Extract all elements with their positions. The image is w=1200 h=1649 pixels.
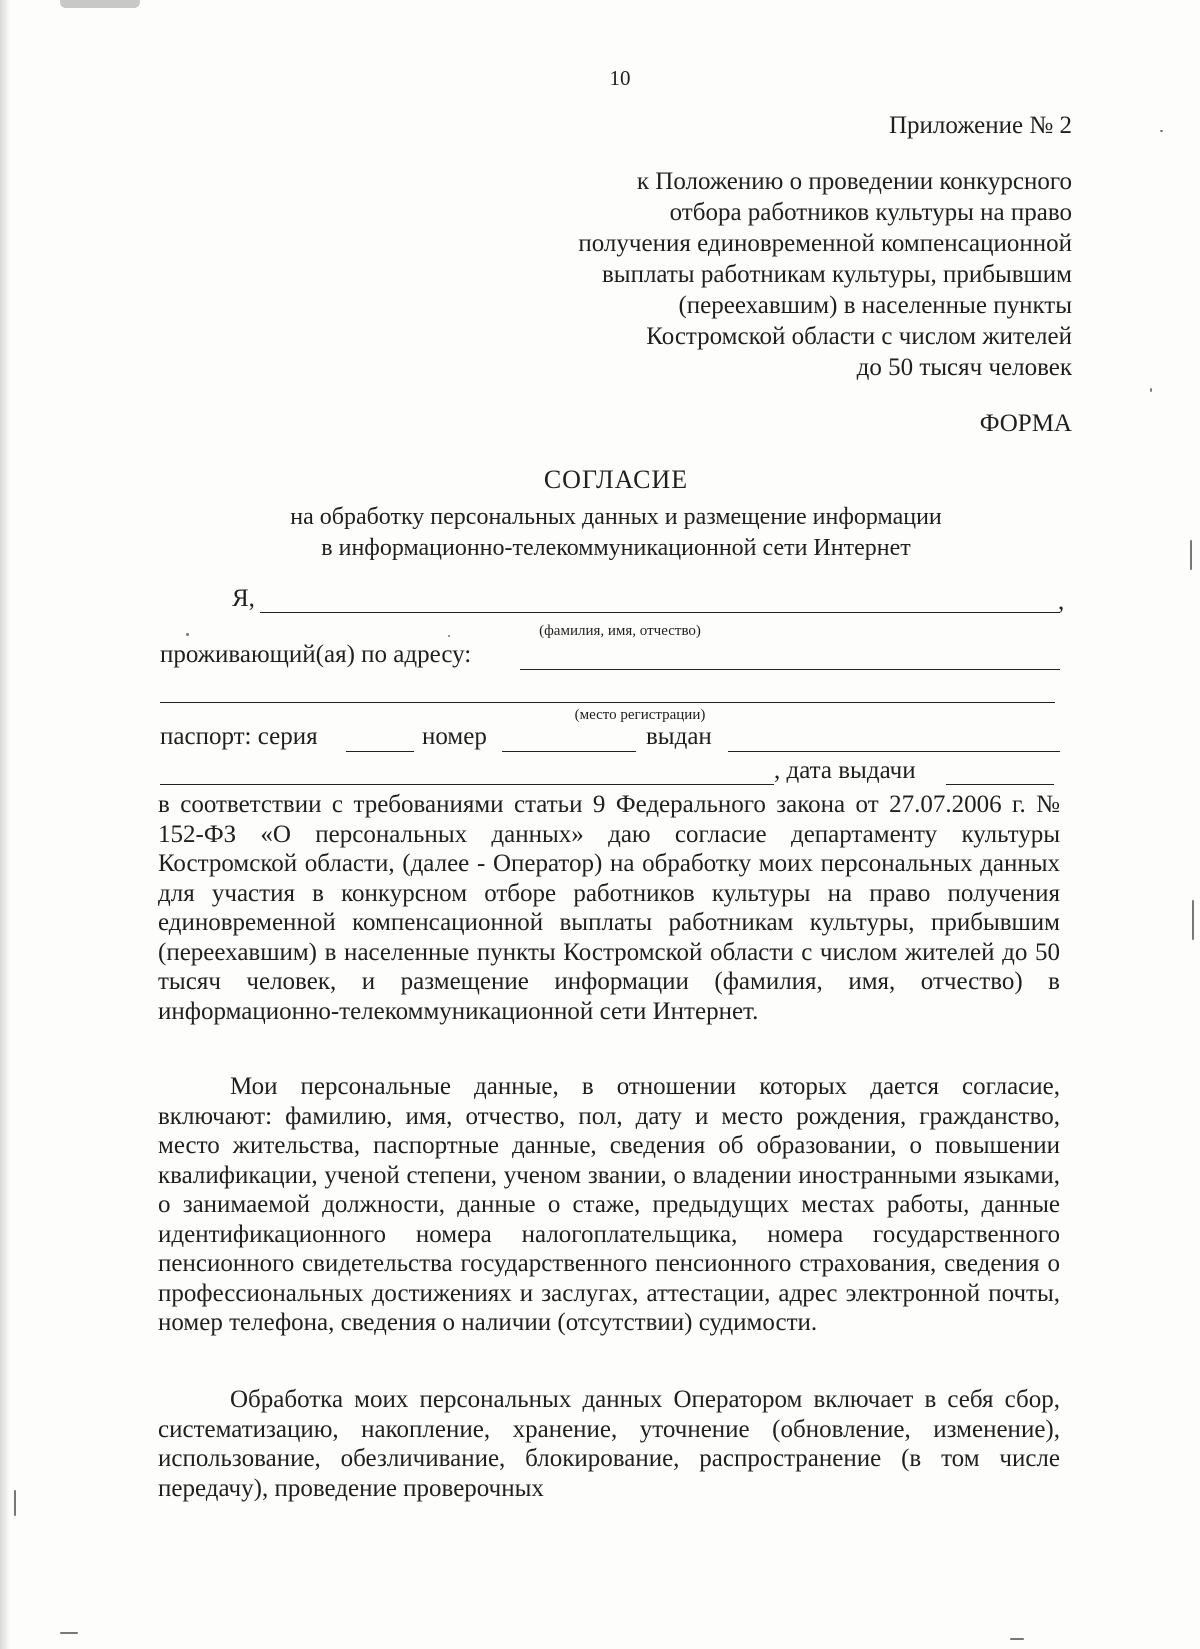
scan-speck xyxy=(1190,540,1192,570)
passport-issued-blank-2[interactable] xyxy=(160,784,774,785)
issue-date-blank[interactable] xyxy=(946,784,1054,785)
subtitle-line: в информационно-телекоммуникационной сети Интернет xyxy=(321,535,911,561)
scan-speck xyxy=(1150,388,1152,392)
registration-hint: (место регистрации) xyxy=(574,707,706,723)
scan-speck xyxy=(14,1490,16,1516)
document-subtitle xyxy=(0,502,1200,564)
passport-number-label: номер xyxy=(422,723,487,750)
appendix-label: Приложение № 2 xyxy=(888,112,1072,139)
regulation-line: (переехавшим) в населенные пункты xyxy=(678,292,1072,319)
fio-hint: (фамилия, имя, отчество) xyxy=(539,623,701,639)
issue-date-label: , дата выдачи xyxy=(774,757,916,784)
regulation-line: выплаты работникам культуры, прибывшим xyxy=(601,261,1072,288)
consent-paragraph xyxy=(158,790,1060,1026)
scan-speck xyxy=(186,633,189,636)
scan-speck xyxy=(1010,1638,1024,1640)
document-title: СОГЛАСИЕ xyxy=(543,465,689,494)
form-label: ФОРМА xyxy=(979,410,1072,437)
regulation-line: до 50 тысяч человек xyxy=(856,354,1072,381)
regulation-line: получения единовременной компенсационной xyxy=(578,230,1072,257)
scan-speck xyxy=(448,635,450,637)
consent-text: в соответствии с требованиями статьи 9 Федерального закона от 27.07.2006 г. № 152-ФЗ «О персональных данных» даю согласие департаменту культуры Костромской области, (далее - Оператор) на обработку моих персональных данных для участия в конкурсном отборе работников культуры на право получения единовременной компенсационной выплаты работникам культуры, прибывшим (переехавшим) в населенные пункты Костромской области с числом жителей до 50 тысяч человек, и размещение информации (фамилия, имя, отчество) в информационно-телекоммуникационной сети Интернет. xyxy=(158,791,1060,1025)
scan-speck xyxy=(1160,130,1163,132)
passport-number-blank[interactable] xyxy=(502,751,636,752)
address-field-label: проживающий(ая) по адресу: xyxy=(160,641,472,668)
passport-series-blank[interactable] xyxy=(346,751,414,752)
processing-text: Обработка моих персональных данных Оператором включает в себя сбор, систематизацию, накопление, хранение, уточнение (обновление, изменение), использование, обезличивание, блокирование, распространение (в том числе передачу), проведение проверочных xyxy=(158,1386,1060,1502)
subtitle-line: на обработку персональных данных и размещение информации xyxy=(290,504,942,530)
name-field-blank[interactable] xyxy=(260,612,1060,613)
page-number: 10 xyxy=(609,66,631,90)
passport-series-label: паспорт: серия xyxy=(160,723,318,750)
name-field-comma: , xyxy=(1058,588,1065,615)
regulation-reference xyxy=(552,166,1072,383)
name-field-label: Я, xyxy=(232,585,255,612)
scan-speck xyxy=(1192,900,1194,940)
regulation-line: Костромской области с числом жителей xyxy=(646,323,1072,350)
regulation-line: к Положению о проведении конкурсного xyxy=(636,168,1072,195)
regulation-line: отбора работников культуры на право xyxy=(669,199,1072,226)
personal-data-paragraph xyxy=(158,1072,1060,1338)
passport-issued-label: выдан xyxy=(646,723,712,750)
address-field-blank-2[interactable] xyxy=(160,702,1055,703)
personal-data-text: Мои персональные данные, в отношении которых дается согласие, включают: фамилию, имя, отчество, пол, дату и место рождения, гражданство, место жительства, паспортные данные, сведения об образовании, о повышении квалификации, ученой степени, ученом звании, о владении иностранными языками, о занимаемой должности, данные о стаже, предыдущих местах работы, данные идентификационного номера налогоплательщика, номера государственного пенсионного свидетельства государственного пенсионного страхования, сведения о профессиональных достижениях и заслугах, аттестации, адрес электронной почты, номер телефона, сведения о наличии (отсутствии) судимости. xyxy=(158,1073,1060,1336)
address-field-blank[interactable] xyxy=(520,669,1060,670)
scan-speck xyxy=(60,1632,78,1634)
scan-edge-shadow xyxy=(0,0,10,1649)
passport-issued-blank[interactable] xyxy=(728,751,1060,752)
scan-clip-mark xyxy=(60,0,140,8)
processing-paragraph xyxy=(158,1385,1060,1503)
